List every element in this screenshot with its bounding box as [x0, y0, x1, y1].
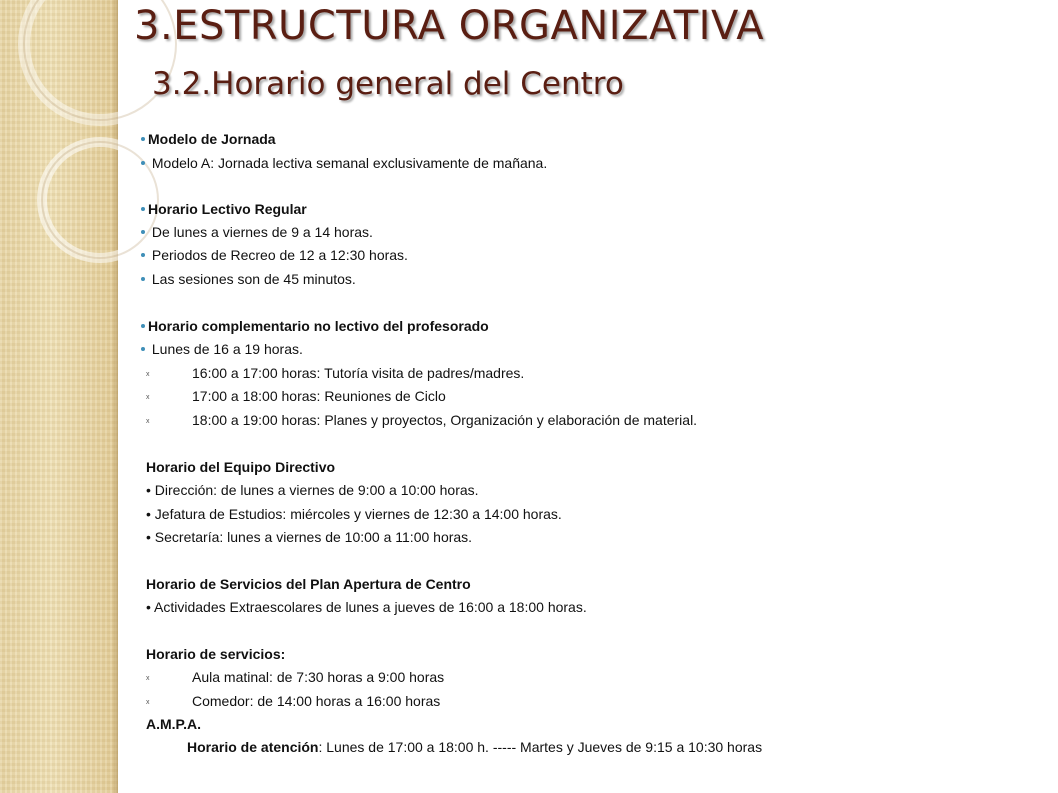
jornada-heading-text: Modelo de Jornada [148, 131, 276, 147]
bullet-icon [141, 230, 145, 234]
x-marker-icon: x [146, 699, 150, 706]
page-title: 3.ESTRUCTURA ORGANIZATIVA [134, 3, 765, 49]
servicios-subitem: Comedor: de 14:00 horas a 16:00 horas [192, 693, 441, 709]
x-marker-icon: x [146, 675, 150, 682]
bullet-icon [141, 253, 145, 257]
bullet-icon [141, 277, 145, 281]
complementario-item [141, 340, 303, 358]
complementario-subitem: 16:00 a 17:00 horas: Tutoría visita de padres/madres. [192, 365, 525, 381]
bullet-icon [141, 137, 145, 141]
complementario-heading-text: Horario complementario no lectivo del profesorado [148, 318, 489, 334]
lectivo-item-text: De lunes a viernes de 9 a 14 horas. [151, 224, 373, 240]
directivo-item: • Jefatura de Estudios: miércoles y viernes de 12:30 a 14:00 horas. [146, 506, 562, 522]
directivo-item: • Secretaría: lunes a viernes de 10:00 a 11:00 horas. [146, 529, 473, 545]
servicios-heading: Horario de servicios: [146, 646, 286, 662]
complementario-heading [141, 317, 489, 335]
lectivo-heading [141, 200, 307, 218]
bullet-icon [141, 207, 145, 211]
bullet-icon [141, 161, 145, 165]
lectivo-item [141, 270, 356, 288]
jornada-heading [141, 130, 276, 148]
ampa-text: : Lunes de 17:00 a 18:00 h. ----- Martes y Jueves de 9:15 a 10:30 horas [318, 739, 763, 755]
lectivo-item [141, 246, 408, 264]
servicios-subitem: Aula matinal: de 7:30 horas a 9:00 horas [192, 669, 445, 685]
lectivo-item-text: Las sesiones son de 45 minutos. [151, 271, 356, 287]
jornada-item [141, 154, 547, 172]
lectivo-item [141, 223, 373, 241]
ampa-heading: A.M.P.A. [146, 716, 201, 732]
ampa-label: Horario de atención [187, 739, 319, 755]
complementario-item-text: Lunes de 16 a 19 horas. [151, 341, 303, 357]
jornada-item-text: Modelo A: Jornada lectiva semanal exclusivamente de mañana. [151, 155, 548, 171]
directivo-heading: Horario del Equipo Directivo [146, 459, 336, 475]
complementario-subitem: 17:00 a 18:00 horas: Reuniones de Ciclo [192, 388, 446, 404]
bullet-icon [141, 324, 145, 328]
apertura-item: • Actividades Extraescolares de lunes a jueves de 16:00 a 18:00 horas. [146, 599, 587, 615]
lectivo-heading-text: Horario Lectivo Regular [148, 201, 307, 217]
directivo-item: • Dirección: de lunes a viernes de 9:00 a 10:00 horas. [146, 482, 479, 498]
x-marker-icon: x [146, 418, 150, 425]
page-subtitle: 3.2.Horario general del Centro [152, 66, 624, 102]
x-marker-icon: x [146, 371, 150, 378]
bullet-icon [141, 347, 145, 351]
apertura-heading: Horario de Servicios del Plan Apertura de Centro [146, 576, 471, 592]
x-marker-icon: x [146, 394, 150, 401]
complementario-subitem: 18:00 a 19:00 horas: Planes y proyectos, Organización y elaboración de material. [192, 412, 698, 428]
ampa-line [187, 738, 762, 756]
lectivo-item-text: Periodos de Recreo de 12 a 12:30 horas. [151, 247, 408, 263]
